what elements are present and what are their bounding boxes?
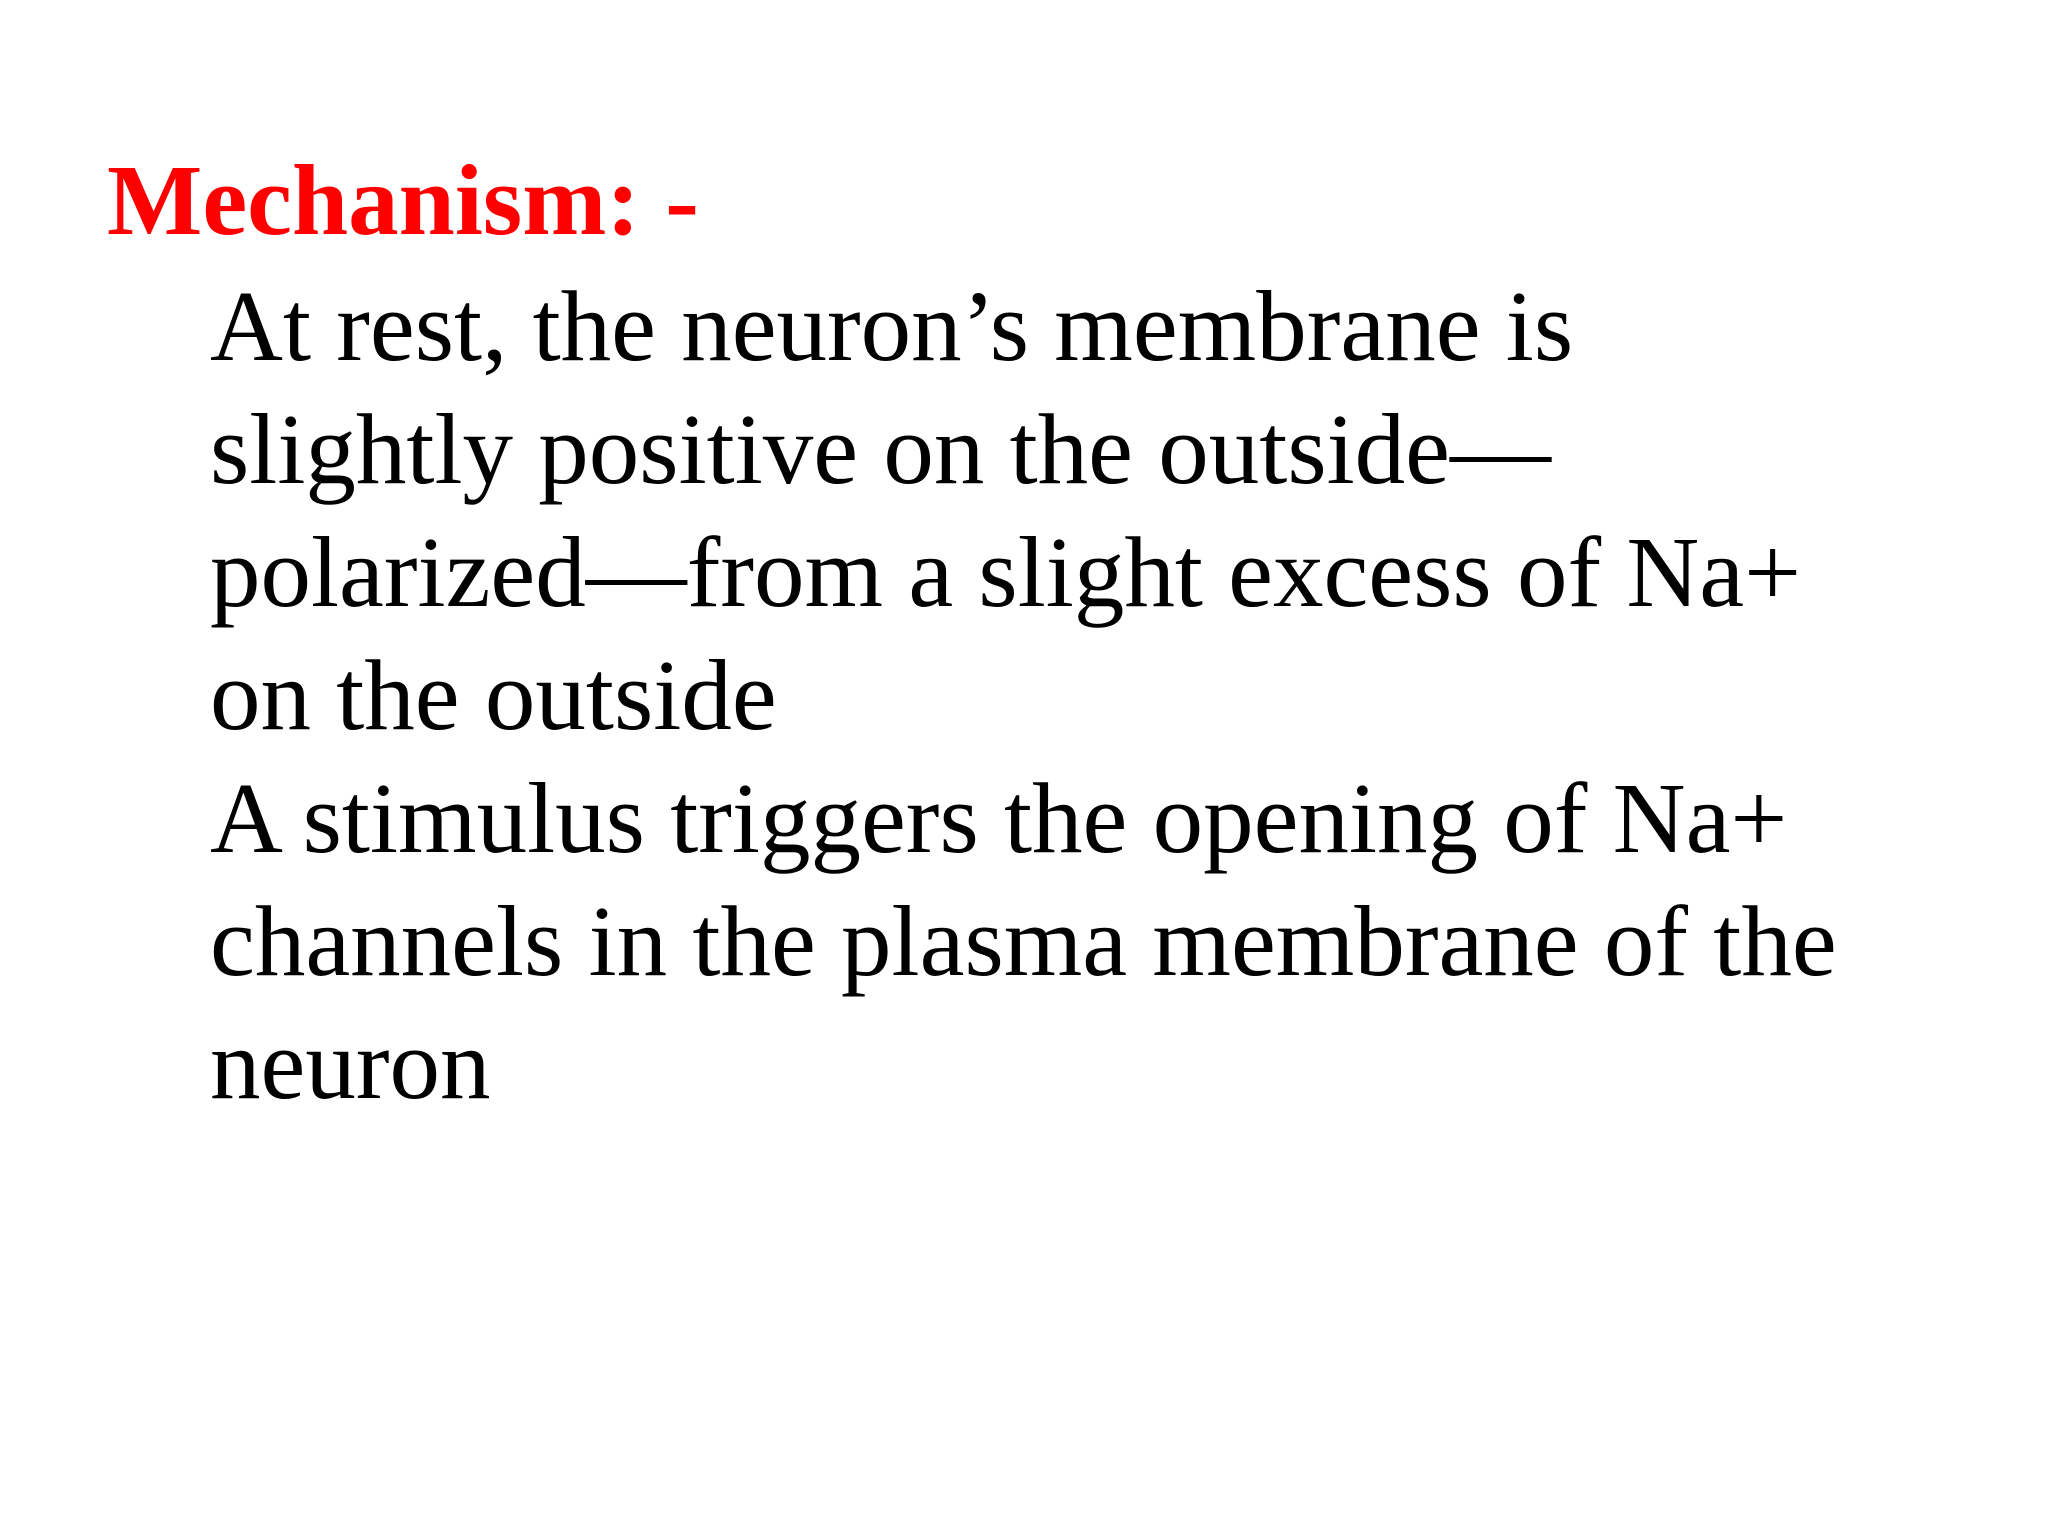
body-line-2: slightly positive on the outside— bbox=[210, 393, 1552, 505]
body-line-7: neuron bbox=[210, 1008, 491, 1120]
body-line-1: At rest, the neuron’s membrane is bbox=[210, 270, 1574, 382]
body-line-3: polarized—from a slight excess of Na+ bbox=[210, 516, 1802, 628]
body-line-4: on the outside bbox=[210, 639, 777, 751]
body-line-6: channels in the plasma membrane of the bbox=[210, 885, 1837, 997]
slide-heading: Mechanism: - bbox=[107, 144, 699, 256]
slide-body bbox=[210, 265, 1990, 1126]
body-line-5: A stimulus triggers the opening of Na+ bbox=[210, 762, 1788, 874]
